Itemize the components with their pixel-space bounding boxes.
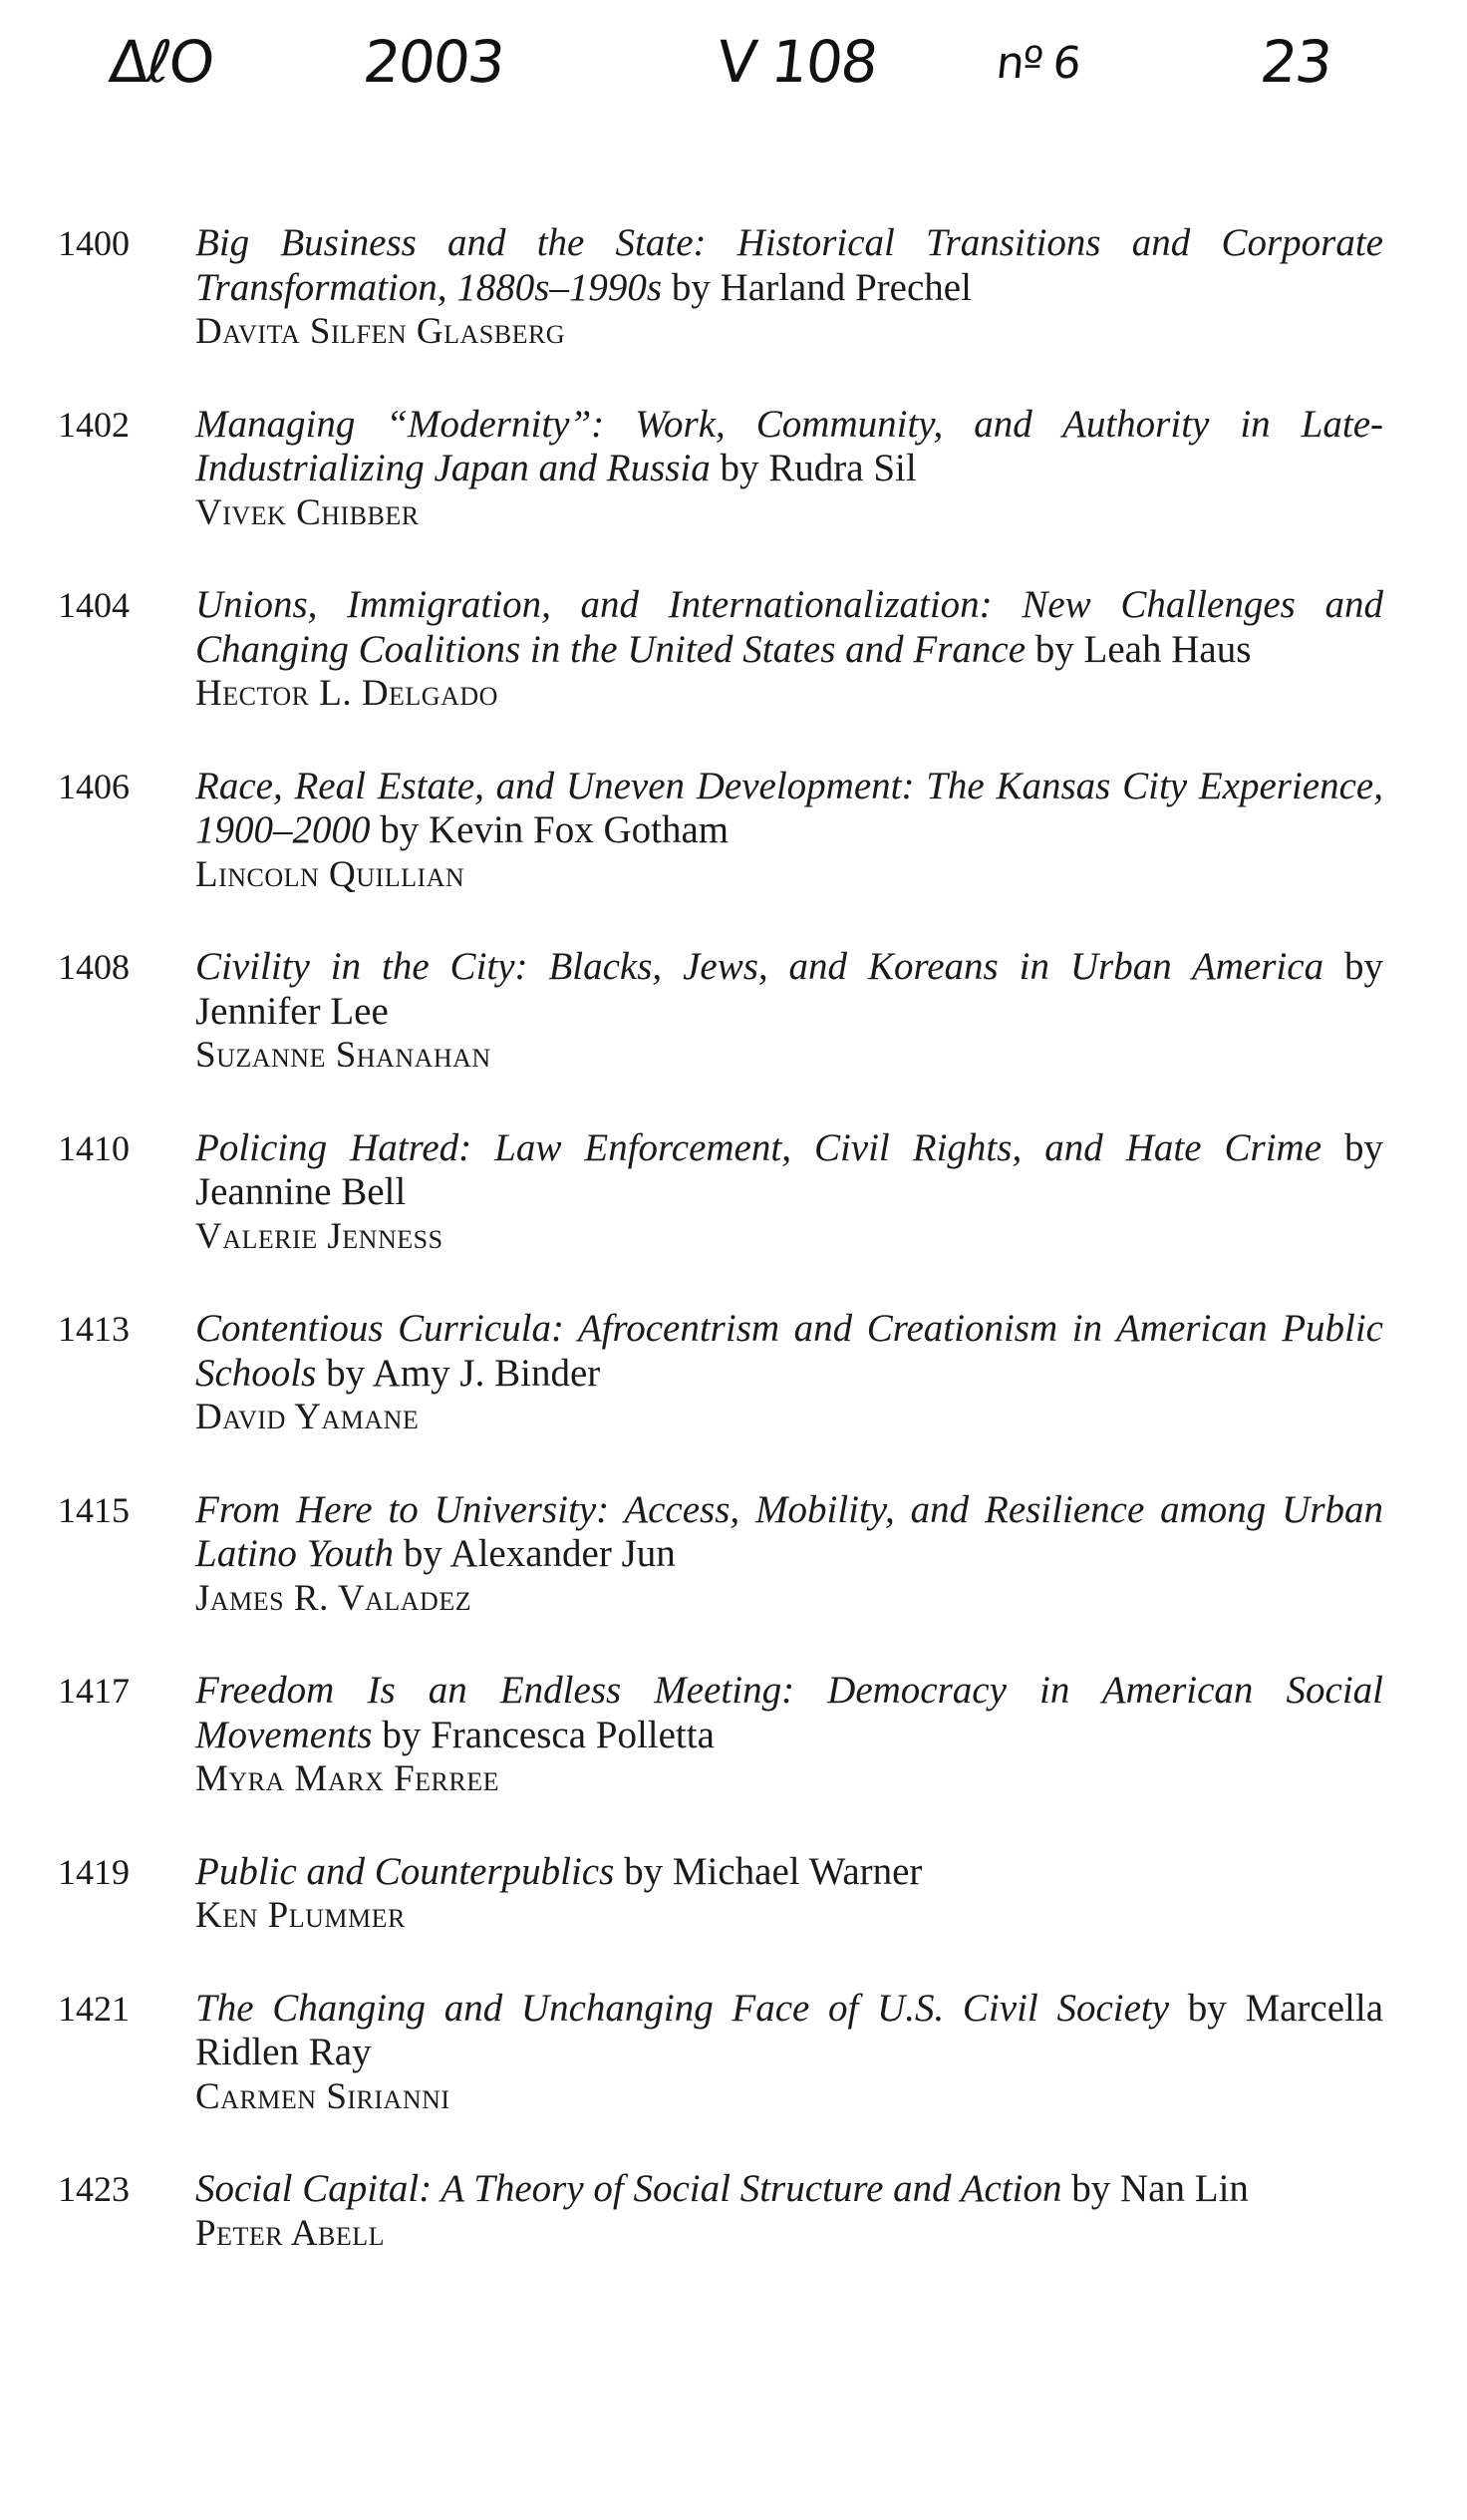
page-number: 1400 bbox=[58, 223, 130, 263]
book-author: by Rudra Sil bbox=[720, 447, 917, 489]
book-title: Unions, Immigration, and Internationalization: New Challenges and Changing Coalitions in the United States and France bbox=[195, 583, 1383, 671]
page-number: 1419 bbox=[58, 1851, 130, 1892]
reviewer-name: David Yamane bbox=[195, 1397, 420, 1437]
review-entry bbox=[58, 1126, 1383, 1260]
entry-body bbox=[195, 583, 1383, 717]
review-entry bbox=[58, 403, 1383, 536]
review-entry bbox=[58, 221, 1383, 355]
reviewer-name: Hector L. Delgado bbox=[195, 673, 498, 714]
book-author: by Francesca Polletta bbox=[382, 1713, 715, 1756]
handwritten-note-1: ΔℓO bbox=[106, 28, 216, 96]
page-number: 1421 bbox=[58, 1988, 130, 2029]
entry-body bbox=[195, 1307, 1383, 1440]
page-number: 1406 bbox=[58, 766, 130, 806]
book-title: Social Capital: A Theory of Social Structure and Action bbox=[195, 2167, 1062, 2210]
review-entry bbox=[58, 1850, 1383, 1939]
reviewer-name: Vivek Chibber bbox=[195, 491, 420, 533]
page-number: 1417 bbox=[58, 1671, 130, 1711]
book-author: by Amy J. Binder bbox=[326, 1351, 601, 1395]
reviewer-name: Myra Marx Ferree bbox=[195, 1758, 499, 1799]
book-title: Big Business and the State: Historical Transitions and Corporate Transformation, 1880s–1990s bbox=[195, 221, 1383, 309]
book-title: From Here to University: Access, Mobility, and Resilience among Urban Latino Youth bbox=[195, 1487, 1383, 1575]
page-number: 1404 bbox=[58, 585, 130, 625]
handwritten-note-2: 2003 bbox=[360, 28, 507, 96]
page-number: 1408 bbox=[58, 947, 130, 987]
reviewer-name: Peter Abell bbox=[195, 2212, 385, 2254]
book-author: by Alexander Jun bbox=[403, 1532, 676, 1575]
book-title: Race, Real Estate, and Uneven Development: The Kansas City Experience, 1900–2000 bbox=[195, 764, 1383, 851]
book-title: Public and Counterpublics bbox=[195, 1849, 615, 1893]
book-title: Civility in the City: Blacks, Jews, and Koreans in Urban America bbox=[195, 945, 1324, 988]
entry-body bbox=[195, 1850, 1383, 1939]
handwritten-note-4: nº 6 bbox=[994, 38, 1082, 89]
entry-body bbox=[195, 1126, 1383, 1260]
reviewer-name: Ken Plummer bbox=[195, 1895, 406, 1936]
book-author: by Kevin Fox Gotham bbox=[380, 808, 730, 851]
entry-body bbox=[195, 945, 1383, 1079]
entry-body bbox=[195, 1987, 1383, 2120]
book-author: by Harland Prechel bbox=[671, 265, 972, 309]
review-entry bbox=[58, 2167, 1383, 2256]
reviewer-name: Davita Silfen Glasberg bbox=[195, 311, 566, 352]
review-entry bbox=[58, 1307, 1383, 1440]
book-title: Managing “Modernity”: Work, Community, and Authority in Late-Industrializing Japan and Russia bbox=[195, 402, 1383, 489]
entry-body bbox=[195, 765, 1383, 898]
entry-body bbox=[195, 221, 1383, 355]
book-author: by Jeannine Bell bbox=[195, 1125, 1383, 1213]
page-number: 1402 bbox=[58, 404, 130, 445]
entry-body bbox=[195, 2167, 1383, 2256]
book-author: by Nan Lin bbox=[1071, 2167, 1249, 2210]
book-title: Freedom Is an Endless Meeting: Democracy in American Social Movements bbox=[195, 1669, 1383, 1756]
review-entry bbox=[58, 1669, 1383, 1802]
book-author: by Leah Haus bbox=[1034, 627, 1252, 671]
reviewer-name: Valerie Jenness bbox=[195, 1215, 443, 1257]
review-entry bbox=[58, 945, 1383, 1079]
reviewer-name: Lincoln Quillian bbox=[195, 853, 465, 895]
book-title: Policing Hatred: Law Enforcement, Civil Rights, and Hate Crime bbox=[195, 1125, 1321, 1169]
book-author: by Michael Warner bbox=[624, 1849, 923, 1893]
review-entry bbox=[58, 583, 1383, 717]
review-entry bbox=[58, 1987, 1383, 2120]
handwritten-note-5: 23 bbox=[1257, 28, 1334, 96]
book-title: Contentious Curricula: Afrocentrism and Creationism in American Public Schools bbox=[195, 1307, 1383, 1395]
book-author: by Jennifer Lee bbox=[195, 945, 1383, 1033]
reviewer-name: Carmen Sirianni bbox=[195, 2075, 450, 2117]
handwritten-note-3: V 108 bbox=[714, 28, 880, 96]
page-number: 1410 bbox=[58, 1127, 130, 1168]
review-list bbox=[58, 221, 1383, 2256]
handwritten-header bbox=[0, 0, 1467, 150]
entry-body bbox=[195, 1669, 1383, 1802]
page-number: 1423 bbox=[58, 2169, 130, 2209]
page-number: 1415 bbox=[58, 1489, 130, 1530]
book-title: The Changing and Unchanging Face of U.S. Civil Society bbox=[195, 1986, 1170, 2030]
book-author: by Marcella Ridlen Ray bbox=[195, 1986, 1384, 2073]
review-entry bbox=[58, 765, 1383, 898]
entry-body bbox=[195, 1488, 1383, 1622]
reviewer-name: Suzanne Shanahan bbox=[195, 1035, 491, 1076]
review-entry bbox=[58, 1488, 1383, 1622]
page-number: 1413 bbox=[58, 1309, 130, 1349]
reviewer-name: James R. Valadez bbox=[195, 1577, 472, 1619]
entry-body bbox=[195, 403, 1383, 536]
